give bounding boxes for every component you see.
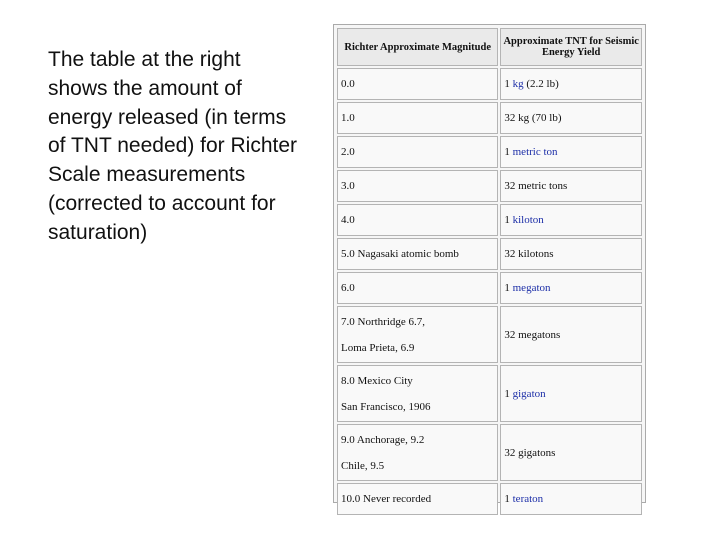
magnitude-cell	[337, 238, 498, 270]
table-row	[337, 306, 642, 363]
yield-number: 1	[504, 78, 510, 90]
yield-number: 1	[504, 282, 510, 294]
magnitude-text: 9.0 Anchorage, 9.2	[341, 433, 425, 446]
magnitude-cell	[337, 483, 498, 515]
table-header-row	[337, 28, 642, 66]
yield-unit: kilotons	[518, 248, 554, 260]
tnt-yield-cell	[500, 136, 642, 168]
yield-number: 32	[504, 248, 516, 260]
magnitude-text: 10.0 Never recorded	[341, 493, 432, 505]
magnitude-cell	[337, 170, 498, 202]
magnitude-text: 1.0	[341, 112, 355, 124]
table-row	[337, 424, 642, 481]
yield-number: 32	[504, 112, 516, 124]
magnitude-text: San Francisco, 1906	[341, 400, 431, 413]
tnt-yield-cell	[500, 306, 642, 363]
yield-unit: kg	[518, 112, 530, 124]
yield-extra: (2.2 lb)	[526, 78, 559, 90]
table-row	[337, 136, 642, 168]
table-row	[337, 238, 642, 270]
yield-unit-link[interactable]: megaton	[512, 282, 551, 294]
table-body	[337, 68, 642, 515]
magnitude-cell	[337, 424, 498, 481]
header-magnitude: Richter Approximate Magnitude	[337, 28, 498, 66]
tnt-yield-cell	[500, 424, 642, 481]
tnt-yield-cell	[500, 365, 642, 422]
tnt-yield-cell	[500, 204, 642, 236]
yield-unit: megatons	[518, 328, 561, 341]
richter-tnt-table	[335, 26, 644, 517]
yield-unit-link[interactable]: metric ton	[512, 146, 558, 158]
table-row	[337, 170, 642, 202]
description-text: The table at the right shows the amount of energy released (in terms of TNT needed) for Richter Scale measurements (corrected to account for saturation)	[48, 48, 298, 244]
magnitude-text: 3.0	[341, 180, 355, 192]
yield-unit-link[interactable]: teraton	[512, 493, 544, 505]
tnt-yield-cell	[500, 68, 642, 100]
magnitude-text: Chile, 9.5	[341, 459, 385, 472]
yield-unit: metric tons	[518, 180, 568, 192]
magnitude-text: 7.0 Northridge 6.7,	[341, 315, 426, 328]
tnt-yield-cell	[500, 170, 642, 202]
yield-number: 32	[504, 446, 516, 459]
yield-number: 32	[504, 328, 516, 341]
magnitude-cell	[337, 204, 498, 236]
tnt-yield-cell	[500, 483, 642, 515]
yield-number: 1	[504, 493, 510, 505]
magnitude-text: Loma Prieta, 6.9	[341, 341, 415, 354]
table-row	[337, 365, 642, 422]
yield-number: 32	[504, 180, 516, 192]
magnitude-cell	[337, 306, 498, 363]
magnitude-cell	[337, 365, 498, 422]
magnitude-text: 2.0	[341, 146, 355, 158]
yield-extra: (70 lb)	[531, 112, 562, 124]
magnitude-text: 4.0	[341, 214, 355, 226]
table-row	[337, 272, 642, 304]
table-row	[337, 102, 642, 134]
yield-unit-link[interactable]: kiloton	[512, 214, 544, 226]
yield-unit: gigatons	[518, 446, 556, 459]
magnitude-text: 0.0	[341, 78, 355, 90]
magnitude-cell	[337, 68, 498, 100]
magnitude-cell	[337, 136, 498, 168]
header-tnt-yield: Approximate TNT for Seismic Energy Yield	[500, 28, 642, 66]
yield-number: 1	[504, 387, 510, 400]
yield-unit-link[interactable]: gigaton	[512, 387, 546, 400]
magnitude-cell	[337, 102, 498, 134]
magnitude-text: 6.0	[341, 282, 355, 294]
tnt-yield-cell	[500, 102, 642, 134]
table-row	[337, 204, 642, 236]
tnt-yield-cell	[500, 238, 642, 270]
yield-number: 1	[504, 214, 510, 226]
magnitude-text: 5.0 Nagasaki atomic bomb	[341, 248, 459, 260]
magnitude-text: 8.0 Mexico City	[341, 374, 413, 387]
tnt-yield-cell	[500, 272, 642, 304]
table-row	[337, 68, 642, 100]
magnitude-cell	[337, 272, 498, 304]
yield-number: 1	[504, 146, 510, 158]
yield-unit-link[interactable]: kg	[512, 78, 524, 90]
table-row	[337, 483, 642, 515]
